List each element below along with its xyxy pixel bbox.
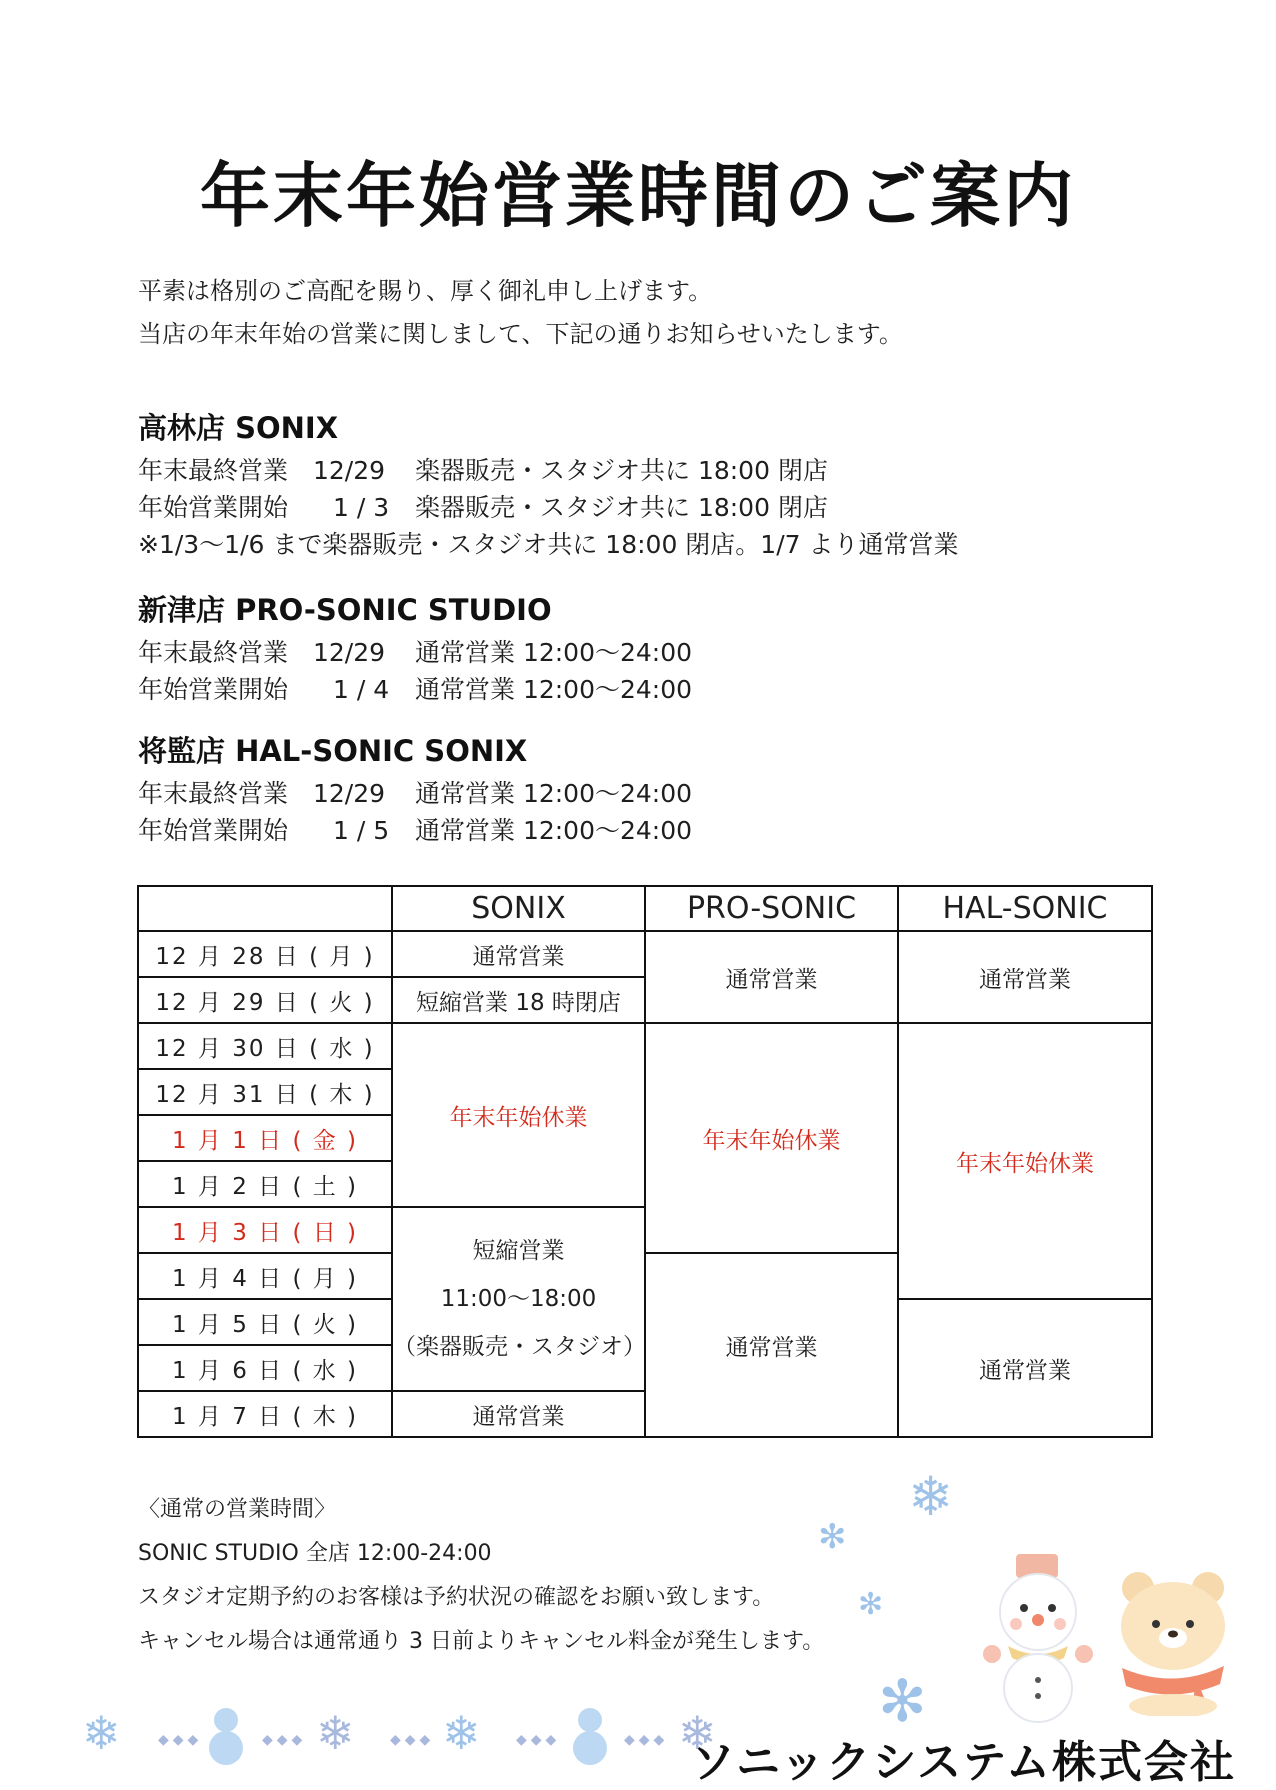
- date-cell: 12 月 29 日 ( 火 ): [138, 977, 392, 1023]
- snowflake-icon: ✻: [858, 1587, 884, 1622]
- snowflake-icon: ✻: [878, 1667, 927, 1735]
- sonix-holiday-cell: 年末年始休業: [392, 1023, 645, 1207]
- store-name: 新津店 PRO-SONIC STUDIO: [138, 593, 552, 627]
- table-row: [138, 1023, 1152, 1069]
- dot-border: ◆◆◆: [624, 1732, 669, 1748]
- short-scope: （楽器販売・スタジオ）: [393, 1334, 646, 1360]
- snowflake-icon: ❄: [82, 1706, 121, 1760]
- table-header: PRO-SONIC: [645, 886, 898, 931]
- short-label: 短縮営業: [472, 1238, 565, 1264]
- intro-text: [138, 270, 903, 356]
- table-row: [138, 931, 1152, 977]
- store-line: 年末最終営業 12/29 通常営業 12:00〜24:00: [138, 638, 693, 667]
- halsonic-cell: 通常営業: [898, 931, 1152, 1023]
- bear-icon: [1108, 1566, 1238, 1716]
- notes-heading: 〈通常の営業時間〉: [138, 1497, 337, 1522]
- store-line: 年始営業開始 1 / 4 通常営業 12:00〜24:00: [138, 675, 693, 704]
- store-name: 将監店 HAL-SONIC SONIX: [138, 734, 528, 768]
- snowflake-icon: ❄: [908, 1465, 954, 1528]
- table-header-corner: [138, 886, 392, 931]
- page-title: 年末年始営業時間のご案内: [200, 155, 1076, 237]
- halsonic-cell: 通常営業: [898, 1299, 1152, 1437]
- store-line: 年始営業開始 1 / 5 通常営業 12:00〜24:00: [138, 816, 693, 845]
- store-takabayashi: [138, 410, 959, 563]
- notes: [138, 1488, 824, 1664]
- date-cell: 1 月 4 日 ( 月 ): [138, 1253, 392, 1299]
- date-cell: 1 月 3 日 ( 日 ): [138, 1207, 392, 1253]
- table-header-row: [138, 886, 1152, 931]
- company-name: ソニックシステム株式会社: [691, 1737, 1236, 1788]
- snowman-icon: [204, 1704, 248, 1766]
- dot-border: ◆◆◆: [516, 1732, 561, 1748]
- store-niitsu: [138, 592, 692, 708]
- date-cell: 1 月 1 日 ( 金 ): [138, 1115, 392, 1161]
- snowman-icon: [978, 1550, 1098, 1730]
- sonix-cell: 短縮営業 18 時閉店: [392, 977, 645, 1023]
- intro-line: 平素は格別のご高配を賜り、厚く御礼申し上げます。: [138, 277, 713, 305]
- store-shogen: [138, 733, 692, 849]
- store-line: 年始営業開始 1 / 3 楽器販売・スタジオ共に 18:00 閉店: [138, 493, 828, 522]
- snowflake-icon: ✻: [818, 1517, 847, 1557]
- store-line: 年末最終営業 12/29 楽器販売・スタジオ共に 18:00 閉店: [138, 456, 828, 485]
- sonix-short-cell: [392, 1207, 645, 1391]
- intro-line: 当店の年末年始の営業に関しまして、下記の通りお知らせいたします。: [138, 320, 903, 348]
- prosonic-cell: 通常営業: [645, 931, 898, 1023]
- table-header: SONIX: [392, 886, 645, 931]
- dot-border: ◆◆◆: [262, 1732, 307, 1748]
- notes-line: SONIC STUDIO 全店 12:00-24:00: [138, 1541, 492, 1566]
- halsonic-holiday-cell: 年末年始休業: [898, 1023, 1152, 1299]
- date-cell: 12 月 28 日 ( 月 ): [138, 931, 392, 977]
- snowflake-icon: ❄: [678, 1706, 717, 1760]
- short-time: 11:00〜18:00: [440, 1286, 597, 1312]
- prosonic-holiday-cell: 年末年始休業: [645, 1023, 898, 1253]
- table-header: HAL-SONIC: [898, 886, 1152, 931]
- sonix-cell: 通常営業: [392, 1391, 645, 1437]
- notes-line: キャンセル場合は通常通り 3 日前よりキャンセル料金が発生します。: [138, 1629, 825, 1654]
- date-cell: 1 月 2 日 ( 土 ): [138, 1161, 392, 1207]
- snowflake-icon: ❄: [442, 1706, 481, 1760]
- notes-line: スタジオ定期予約のお客様は予約状況の確認をお願い致します。: [138, 1585, 775, 1610]
- dot-border: ◆◆◆: [158, 1732, 203, 1748]
- prosonic-cell: 通常営業: [645, 1253, 898, 1437]
- date-cell: 12 月 31 日 ( 木 ): [138, 1069, 392, 1115]
- schedule-table: [137, 885, 1153, 1438]
- dot-border: ◆◆◆: [390, 1732, 435, 1748]
- date-cell: 1 月 6 日 ( 水 ): [138, 1345, 392, 1391]
- sonix-cell: 通常営業: [392, 931, 645, 977]
- date-cell: 1 月 5 日 ( 火 ): [138, 1299, 392, 1345]
- date-cell: 1 月 7 日 ( 木 ): [138, 1391, 392, 1437]
- date-cell: 12 月 30 日 ( 水 ): [138, 1023, 392, 1069]
- snowman-icon: [568, 1704, 612, 1766]
- store-name: 高林店 SONIX: [138, 411, 339, 445]
- store-line: 年末最終営業 12/29 通常営業 12:00〜24:00: [138, 779, 693, 808]
- snowflake-icon: ❄: [316, 1706, 355, 1760]
- store-note: ※1/3〜1/6 まで楽器販売・スタジオ共に 18:00 閉店。1/7 より通常営業: [138, 530, 959, 559]
